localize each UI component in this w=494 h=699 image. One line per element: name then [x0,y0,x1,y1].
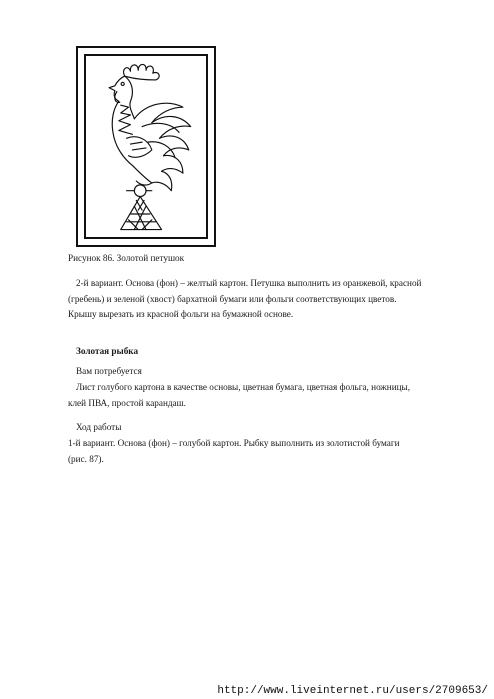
watermark-url: http://www.liveinternet.ru/users/2709653/ [217,685,488,697]
work-paragraph [68,436,448,467]
rooster-illustration [78,48,214,245]
text-line: (гребень) и зеленой (хвост) бархатной бумаги или фольги соответствующих цветов. [68,293,397,304]
section-heading: Золотая рыбка [76,346,139,356]
text-line: 1-й вариант. Основа (фон) – голубой картон. Рыбку выполнить из золотистой бумаги [68,438,400,448]
work-label: Ход работы [76,422,122,432]
needs-label: Вам потребуется [76,366,142,376]
paragraph-variant-2 [68,276,448,323]
figure-frame [76,46,216,247]
text-line: 2-й вариант. Основа (фон) – желтый картон. Петушка выполнить из оранжевой, красной [76,278,422,288]
text-line: Лист голубого картона в качестве основы, цветная бумага, цветная фольга, ножницы, [76,382,410,392]
text-line: Крышу вырезать из красной фольги на бумажной основе. [68,309,294,319]
text-line: клей ПВА, простой карандаш. [68,397,186,408]
text-line: (рис. 87). [68,453,104,464]
needs-paragraph [68,380,448,411]
figure-caption: Рисунок 86. Золотой петушок [68,253,185,263]
